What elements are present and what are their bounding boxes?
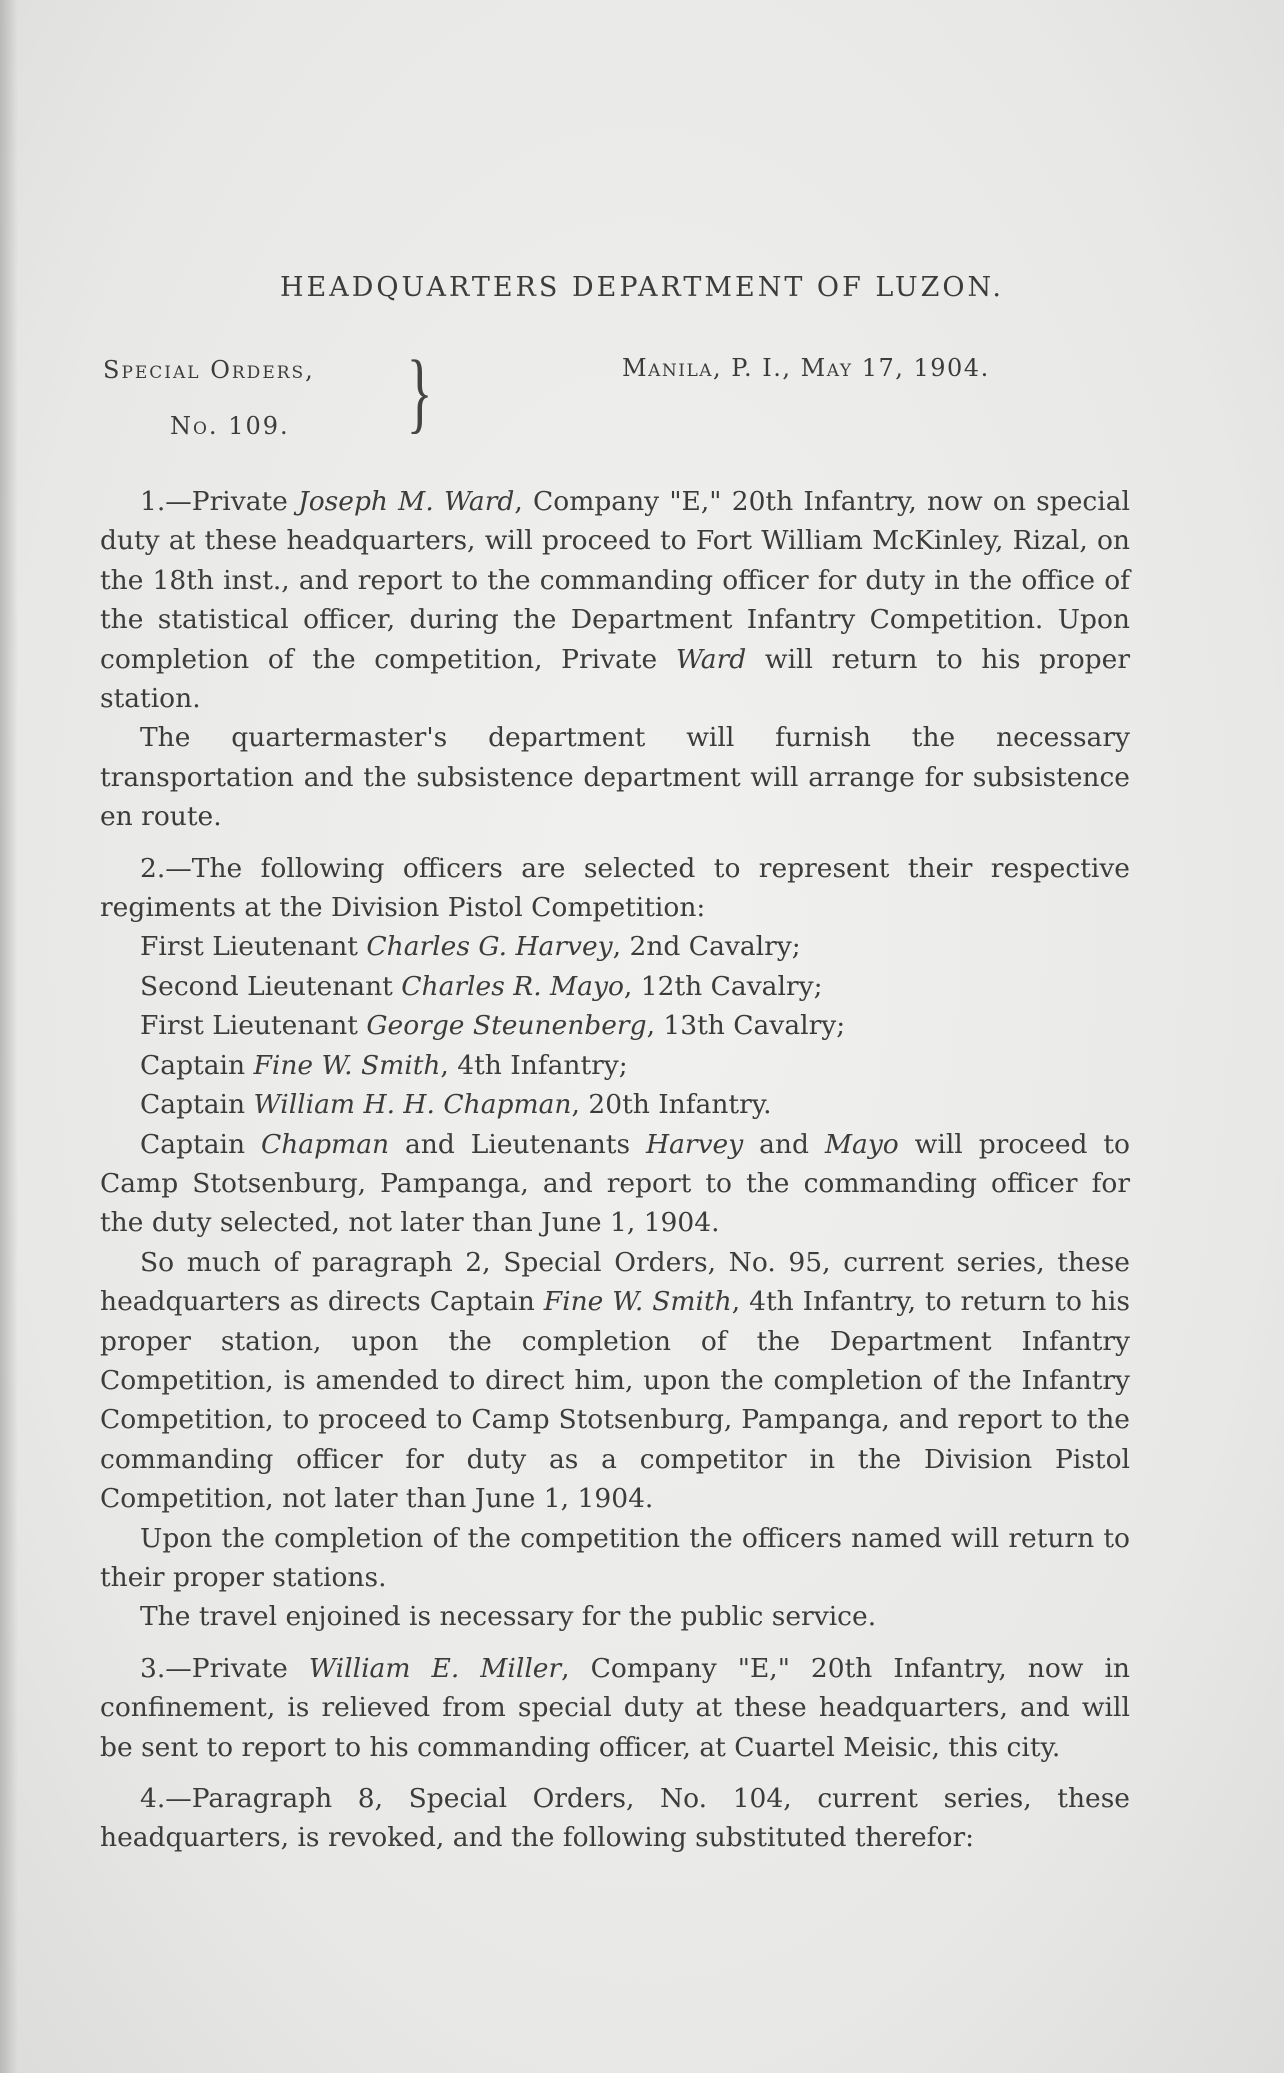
- para1-text: , Company "E," 20th Infantry, now on special duty at these headquarters, will proceed to Fort William McKinley, Rizal, on the 18th inst., and report to the commanding officer for duty in the office of the statistical officer, during the Department Infantry Competition. Upon completion of the competition, Private: [100, 486, 1130, 675]
- person-name: Ward: [675, 643, 747, 675]
- officer-name: George Steunenberg: [366, 1010, 647, 1042]
- text-span: , Company "E," 20th Infantry, now in confinement, is relieved from special duty at these headquarters, and will be sent to report to his commanding officer, at Cuartel Meisic, this city.: [100, 1652, 1130, 1763]
- paragraph-1-transport: The quartermaster's department will furnish the necessary transportation and the subsistence department will arrange for subsistence en route.: [100, 722, 1130, 833]
- order-label: Special Orders,: [103, 356, 315, 384]
- order-number: No. 109.: [170, 412, 290, 440]
- person-name: Mayo: [824, 1128, 899, 1160]
- officer-entry: [140, 1085, 1130, 1124]
- officer-name: Charles R. Mayo: [401, 970, 624, 1002]
- person-name: Joseph M. Ward: [298, 486, 515, 517]
- officer-entry: [140, 967, 1130, 1006]
- officer-entry: [140, 1046, 1130, 1085]
- paragraph-2-return: Upon the completion of the competition the officers named will return to their proper stations.: [100, 1522, 1130, 1593]
- text-span: and: [743, 1128, 825, 1160]
- officer-rank: First Lieutenant: [140, 1010, 367, 1042]
- officer-entry: [140, 927, 1130, 966]
- document-title: HEADQUARTERS DEPARTMENT OF LUZON.: [280, 272, 1004, 303]
- officer-name: Charles G. Harvey: [366, 931, 613, 963]
- officer-unit: , 4th Infantry;: [440, 1049, 628, 1081]
- officer-rank: First Lieutenant: [140, 931, 367, 963]
- paragraph-2-intro: 2.—The following officers are selected to represent their respective regiments at the Division Pistol Competition:: [100, 852, 1130, 924]
- document-body: [100, 482, 1130, 1858]
- paragraph-4: 4.—Paragraph 8, Special Orders, No. 104, current series, these headquarters, is revoked, and the following substituted therefor:: [100, 1783, 1130, 1854]
- brace-icon: }: [406, 343, 433, 442]
- officer-unit: , 13th Cavalry;: [646, 1010, 846, 1042]
- officer-name: William H. H. Chapman: [253, 1089, 572, 1121]
- paragraph-2-travel: The travel enjoined is necessary for the public service.: [140, 1601, 877, 1633]
- officer-unit: , 20th Infantry.: [571, 1089, 772, 1121]
- text-span: , 4th Infantry, to return to his proper station, upon the completion of the Department Infantry Competition, is amended to direct him, upon the completion of the Infantry Competition, to proceed to Camp Stotsenburg, Pampanga, and report to the commanding officer for duty as a competitor in the Division Pistol Competition, not later than June 1, 1904.: [100, 1286, 1130, 1515]
- para1-lead: 1.—Private: [140, 486, 299, 517]
- page-edge-shadow: [0, 0, 18, 2073]
- officer-list: [100, 927, 1130, 1124]
- text-span: and Lieutenants: [389, 1128, 646, 1160]
- person-name: Harvey: [646, 1128, 744, 1160]
- text-span: will proceed to Camp Stotsenburg, Pampanga, and report to the commanding officer for the duty selected, not later than June 1, 1904.: [100, 1128, 1130, 1239]
- officer-unit: , 2nd Cavalry;: [612, 931, 801, 963]
- place-date: Manila, P. I., May 17, 1904.: [622, 354, 990, 382]
- paragraph-1: [100, 482, 1130, 718]
- officer-rank: Captain: [140, 1089, 254, 1121]
- officer-entry: [140, 1006, 1130, 1045]
- officer-rank: Second Lieutenant: [140, 970, 402, 1002]
- text-span: 3.—Private: [140, 1652, 309, 1684]
- person-name: Fine W. Smith: [543, 1286, 732, 1318]
- officer-name: Fine W. Smith: [253, 1049, 441, 1081]
- person-name: Chapman: [260, 1128, 390, 1160]
- person-name: William E. Miller: [308, 1652, 562, 1684]
- officer-unit: , 12th Cavalry;: [623, 970, 823, 1002]
- paragraph-2-chapman: [100, 1125, 1130, 1243]
- officer-rank: Captain: [140, 1049, 254, 1081]
- text-span: So much of paragraph 2, Special Orders, No. 95, current series, these headquarters as directs Captain: [100, 1246, 1130, 1318]
- paragraph-3: [100, 1649, 1130, 1767]
- text-span: Captain: [140, 1128, 261, 1160]
- para1-text-end: will return to his proper station.: [100, 643, 1130, 715]
- paragraph-2-smith: [100, 1243, 1130, 1519]
